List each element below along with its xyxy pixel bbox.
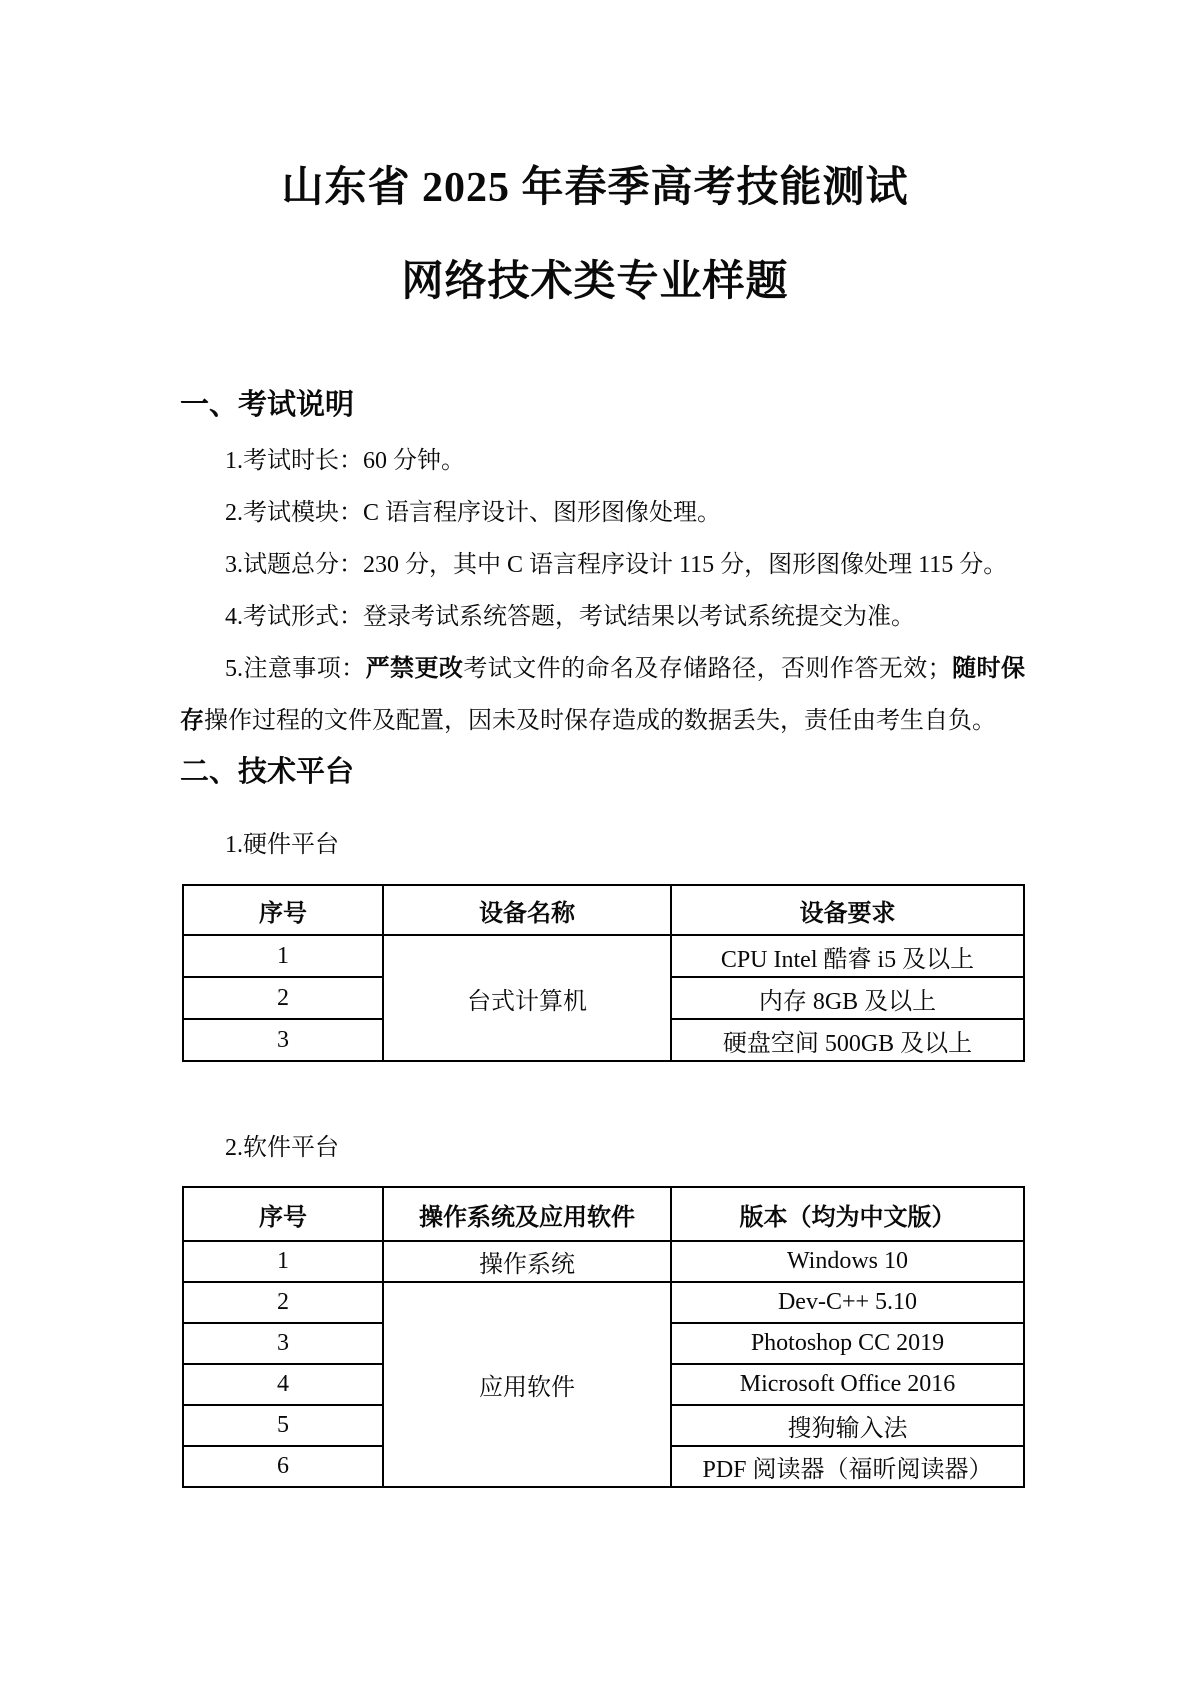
software-row-2 [183,1282,1024,1323]
serial-cell: 1 [183,1241,383,1282]
device-name-cell: 台式计算机 [383,935,671,1061]
item5-bold-forbidden: 严禁更改 [365,656,464,682]
exam-item-5-line-2 [180,695,1025,747]
exam-item-3: 3.试题总分：230 分，其中 C 语言程序设计 115 分，图形图像处理 115 分。 [225,552,1008,578]
exam-instructions-list [180,435,1025,747]
software-header-serial: 序号 [183,1187,383,1241]
serial-cell: 2 [183,977,383,1019]
section-1-heading: 一、考试说明 [180,389,355,421]
item5-middle-text: 考试文件的命名及存储路径，否则作答无效； [463,656,952,682]
hardware-header-serial: 序号 [183,885,383,935]
exam-item-1: 1.考试时长：60 分钟。 [225,448,465,474]
software-header-row [183,1187,1024,1241]
os-label-cell: 操作系统 [383,1241,671,1282]
document-title-line1: 山东省 2025 年春季高考技能测试 [281,165,909,211]
requirement-cell: 硬盘空间 500GB 及以上 [671,1019,1024,1061]
exam-item-5-line-1 [180,643,1025,695]
app-label-cell: 应用软件 [383,1282,671,1487]
item5-tail-text: 操作过程的文件及配置，因未及时保存造成的数据丢失，责任由考生自负。 [204,708,996,734]
version-cell: 搜狗输入法 [671,1405,1024,1446]
software-table-caption: 2.软件平台 [225,1135,339,1161]
version-cell: Microsoft Office 2016 [671,1364,1024,1405]
requirement-cell: 内存 8GB 及以上 [671,977,1024,1019]
hardware-header-requirement: 设备要求 [671,885,1024,935]
requirement-cell: CPU Intel 酷睿 i5 及以上 [671,935,1024,977]
hardware-row-1 [183,935,1024,977]
hardware-header-device-name: 设备名称 [383,885,671,935]
serial-cell: 3 [183,1323,383,1364]
item5-prefix: 5.注意事项： [225,656,366,682]
version-cell: Photoshop CC 2019 [671,1323,1024,1364]
serial-cell: 3 [183,1019,383,1061]
software-row-1 [183,1241,1024,1282]
exam-item-2: 2.考试模块：C 语言程序设计、图形图像处理。 [225,500,722,526]
hardware-table-caption: 1.硬件平台 [225,832,339,858]
document-title-line2: 网络技术类专业样题 [401,259,789,305]
hardware-table [182,884,1025,1062]
section-2-heading: 二、技术平台 [180,756,355,788]
software-header-version: 版本（均为中文版） [671,1187,1024,1241]
hardware-header-row [183,885,1024,935]
software-header-category: 操作系统及应用软件 [383,1187,671,1241]
serial-cell: 1 [183,935,383,977]
item5-bold-save-part2: 存 [180,708,204,734]
serial-cell: 5 [183,1405,383,1446]
serial-cell: 4 [183,1364,383,1405]
version-cell: Dev-C++ 5.10 [671,1282,1024,1323]
serial-cell: 6 [183,1446,383,1487]
item5-bold-save-part1: 随时保 [951,656,1025,682]
version-cell: PDF 阅读器（福昕阅读器） [671,1446,1024,1487]
version-cell: Windows 10 [671,1241,1024,1282]
exam-item-4: 4.考试形式：登录考试系统答题，考试结果以考试系统提交为准。 [225,604,915,630]
serial-cell: 2 [183,1282,383,1323]
software-table [182,1186,1025,1488]
